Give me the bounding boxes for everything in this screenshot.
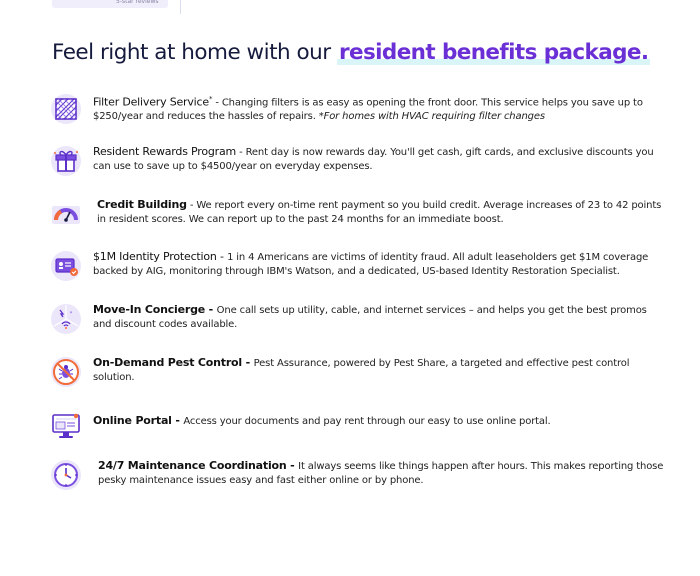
reviews-badge [52,0,168,8]
benefit-description: One call sets up utility, cable, and internet services – and helps you get the best promos and discount codes available. [93,305,647,330]
benefit-description: Access your documents and pay rent through our easy to use online portal. [183,416,551,427]
benefit-title: Resident Rewards Program [93,145,237,158]
headline-lead: Feel right at home with our [52,40,331,65]
headline-highlight: resident benefits package. [338,40,649,65]
benefit-description: It always seems like things happen after hours. This makes reporting those pesky maintenance issues easy and fast either online or by phone. [98,461,664,486]
benefit-footnote: *For homes with HVAC requiring filter changes [318,110,545,122]
benefit-title: $1M Identity Protection - [93,250,228,263]
divider [180,0,181,14]
benefit-title: Move-In Concierge - [93,303,217,316]
reviews-badge-text: 5-star reviews [116,0,159,5]
benefit-title: Online Portal - [93,414,184,427]
credit-gauge-icon [50,198,82,230]
page-headline [52,40,672,65]
clock-icon [50,459,82,491]
benefit-description: - We report every on-time rent payment so you build credit. Average increases of 23 to 42 points in resident scores. We can report up to the past 24 months for an immediate boost. [97,200,662,225]
benefit-description: 1 in 4 Americans are victims of identity fraud. All adult leaseholders get $1M coverage backed by AIG, monitoring through IBM's Watson, and a dedicated, US-based Identity Restoration Specialist. [93,252,649,277]
gift-icon [50,145,82,177]
benefit-title: 24/7 Maintenance Coordination - [98,459,299,472]
benefit-title: On-Demand Pest Control - [93,356,254,369]
footnote-mark: * [208,95,213,103]
benefit-description: - Changing filters is as easy as opening the front door. This service helps you save up to $250/year and reduces the hassles of repairs. [93,97,643,122]
benefit-title: Credit Building [97,198,187,211]
benefit-description: - Rent day is now rewards day. You'll get cash, gift cards, and exclusive discounts you can use to save up to $4500/year on everyday expenses. [93,147,654,172]
benefit-description: Pest Assurance, powered by Pest Share, a targeted and effective pest control solution. [93,358,630,383]
id-card-shield-icon [50,250,82,282]
air-filter-icon [50,93,82,125]
computer-portal-icon [50,409,82,441]
utilities-icon [50,303,82,335]
benefit-title: Filter Delivery Service [93,95,209,109]
no-pests-icon [50,356,82,388]
